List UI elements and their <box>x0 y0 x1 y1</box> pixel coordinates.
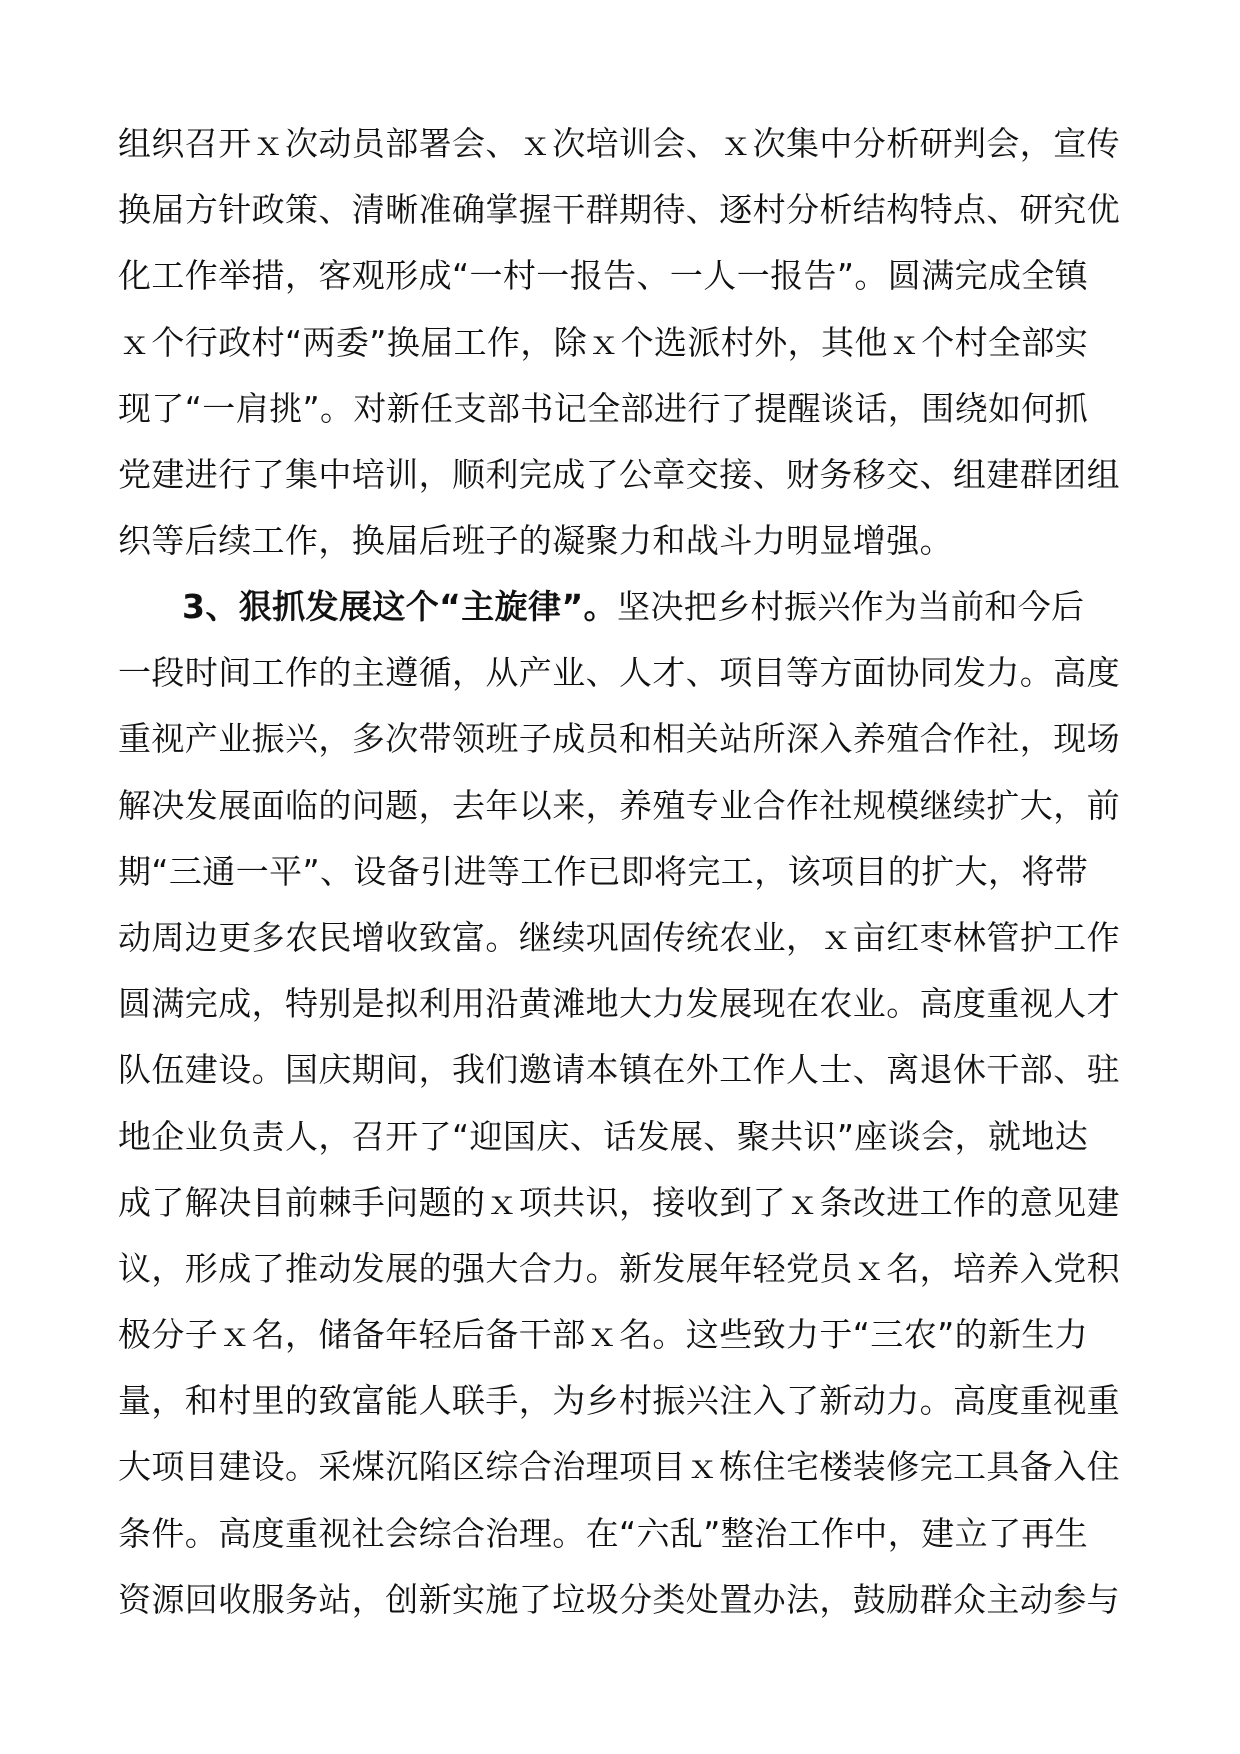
paragraph-1 <box>118 111 1128 574</box>
text-line: 织等后续工作，换届后班子的凝聚力和战斗力明显增强。 <box>118 521 953 561</box>
text-line: 期“三通一平”、设备引进等工作已即将完工，该项目的扩大，将带 <box>118 851 1089 891</box>
text-line: 议，形成了推动发展的强大合力。新发展年轻党员ｘ名，培养入党积 <box>118 1248 1120 1288</box>
text-line: 党建进行了集中培训，顺利完成了公章交接、财务移交、组建群团组 <box>118 454 1120 494</box>
text-line: 解决发展面临的问题，去年以来，养殖专业合作社规模继续扩大，前 <box>118 785 1120 825</box>
text-line: 资源回收服务站，创新实施了垃圾分类处置办法，鼓励群众主动参与 <box>118 1579 1120 1619</box>
text-line: ｘ个行政村“两委”换届工作，除ｘ个选派村外，其他ｘ个村全部实 <box>118 322 1089 362</box>
text-line: 换届方针政策、清晰准确掌握干群期待、逐村分析结构特点、研究优 <box>118 190 1120 230</box>
text-line: 条件。高度重视社会综合治理。在“六乱”整治工作中，建立了再生 <box>118 1513 1089 1553</box>
text-line: 动周边更多农民增收致富。继续巩固传统农业，ｘ亩红枣林管护工作 <box>118 917 1120 957</box>
text-line: 队伍建设。国庆期间，我们邀请本镇在外工作人士、离退休干部、驻 <box>118 1050 1120 1090</box>
section-heading: 3、狠抓发展这个“主旋律”。 <box>182 587 617 626</box>
text-line-first <box>118 574 1128 640</box>
text-line: 成了解决目前棘手问题的ｘ项共识，接收到了ｘ条改进工作的意见建 <box>118 1182 1120 1222</box>
text-line: 大项目建设。采煤沉陷区综合治理项目ｘ栋住宅楼装修完工具备入住 <box>118 1447 1120 1487</box>
text-line: 地企业负责人，召开了“迎国庆、话发展、聚共识”座谈会，就地达 <box>118 1116 1089 1156</box>
text-line: 现了“一肩挑”。对新任支部书记全部进行了提醒谈话，围绕如何抓 <box>118 388 1089 428</box>
text-line: 组织召开ｘ次动员部署会、ｘ次培训会、ｘ次集中分析研判会，宣传 <box>118 124 1120 163</box>
text-line: 化工作举措，客观形成“一村一报告、一人一报告”。圆满完成全镇 <box>118 256 1089 296</box>
paragraph-2 <box>118 574 1128 1633</box>
text-line-continuation: 坚决把乡村振兴作为当前和今后 <box>616 587 1085 626</box>
text-line: 重视产业振兴，多次带领班子成员和相关站所深入养殖合作社，现场 <box>118 719 1120 759</box>
text-line: 一段时间工作的主遵循，从产业、人才、项目等方面协同发力。高度 <box>118 653 1120 693</box>
text-line: 极分子ｘ名，储备年轻后备干部ｘ名。这些致力于“三农”的新生力 <box>118 1315 1089 1355</box>
text-line: 圆满完成，特别是拟利用沿黄滩地大力发展现在农业。高度重视人才 <box>118 984 1120 1024</box>
text-line: 量，和村里的致富能人联手，为乡村振兴注入了新动力。高度重视重 <box>118 1381 1120 1421</box>
